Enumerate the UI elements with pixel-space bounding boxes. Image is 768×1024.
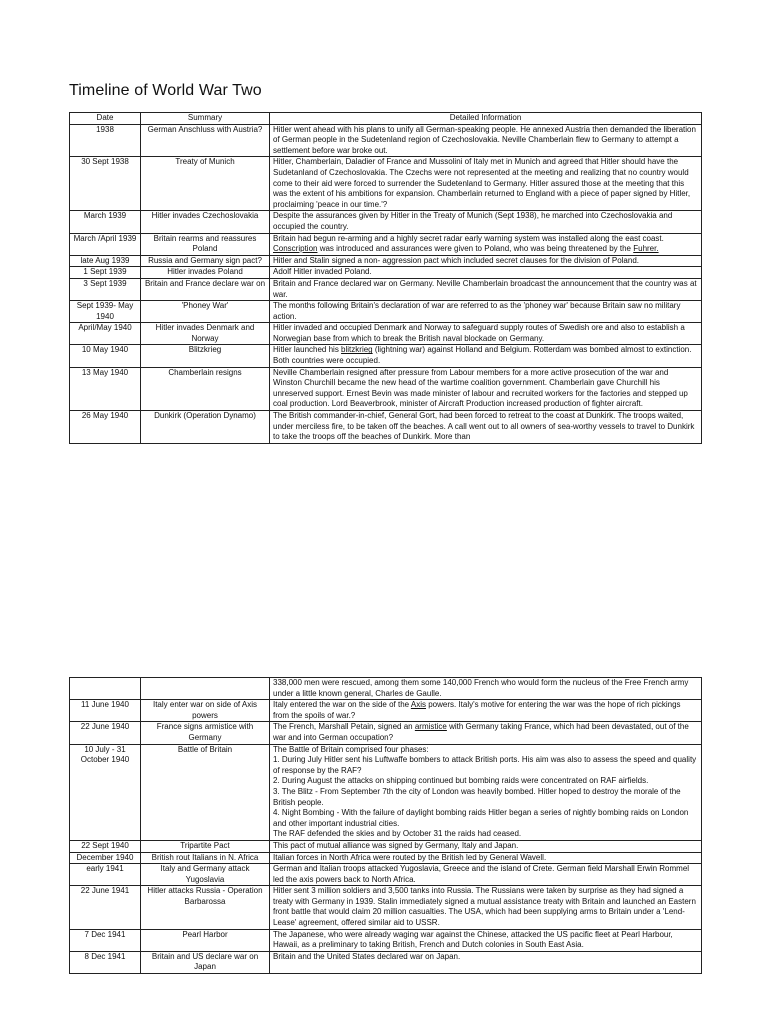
details-cell: Neville Chamberlain resigned after pressure from Labour members for a more active prosecution of the war and Winston Churchill became the new head of the wartime coalition government. Chamberlain gave Churchill his unreserved support. Ernest Bevin was made minister of labour and recruited workers for the factories and stepped up coal production. Lord Beaverbrook, minister of Aircraft Production increased production of fighter aircraft. (270, 367, 702, 410)
details-line: 1. During July Hitler sent his Luftwaffe bombers to attack British ports. His aim was also to assess the speed and quality of response by the RAF? (273, 755, 697, 775)
table-row (70, 744, 702, 840)
details-cell: Adolf Hitler invaded Poland. (270, 267, 702, 279)
axis-link[interactable]: Axis (410, 700, 426, 710)
date-cell: March 1939 (70, 211, 141, 233)
summary-cell: Hitler invades Denmark and Norway (141, 323, 270, 345)
date-cell: early 1941 (70, 864, 141, 886)
date-cell: 1 Sept 1939 (70, 267, 141, 279)
table-row (70, 411, 702, 444)
details-cell (270, 700, 702, 722)
table-row (70, 864, 702, 886)
details-text: with Germany taking France, which had been devastated, out of the war and into German occupation? (273, 722, 689, 742)
summary-cell: German Anschluss with Austria? (141, 124, 270, 157)
date-cell: 22 June 1940 (70, 722, 141, 744)
date-cell: 10 July - 31 October 1940 (70, 744, 141, 840)
details-cell: The British commander-in-chief, General Gort, had been forced to retreat to the coast at Dunkirk. The troops waited, under merciless fire, to be taken off the beaches. A call went out to all owners of sea-worthy vessels to travel to Dunkirk to take the troops off the beaches of Dunkirk. More than (270, 411, 702, 444)
date-cell: 22 June 1941 (70, 886, 141, 929)
summary-cell: Russia and Germany sign pact? (141, 255, 270, 267)
details-cell: Britain and France declared war on Germany. Neville Chamberlain broadcast the announcement that the country was at war. (270, 278, 702, 300)
details-column-header: Detailed Information (270, 113, 702, 125)
summary-cell: France signs armistice with Germany (141, 722, 270, 744)
summary-cell: Britain and France declare war on (141, 278, 270, 300)
date-cell: late Aug 1939 (70, 255, 141, 267)
details-text: Hitler launched his (273, 345, 342, 355)
date-cell: 11 June 1940 (70, 700, 141, 722)
table-row (70, 678, 702, 700)
details-cell: This pact of mutual alliance was signed by Germany, Italy and Japan. (270, 840, 702, 852)
details-line: 2. During August the attacks on shipping continued but bombing raids were concentrated on RAF airfields. (273, 776, 649, 786)
table-row (70, 211, 702, 233)
date-cell (70, 678, 141, 700)
date-column-header: Date (70, 113, 141, 125)
date-cell: 26 May 1940 (70, 411, 141, 444)
details-cell: Hitler sent 3 million soldiers and 3,500 tanks into Russia. The Russians were taken by surprise as they had signed a treaty with Germany in 1939. Stalin immediately signed a mutual assistance treaty with Britain and launched an Eastern front battle that would claim 20 million casualties. The USA, which had been supplying arms to Britain under a 'Lend-Lease' agreement, offered similar aid to USSR. (270, 886, 702, 929)
table-row (70, 951, 702, 973)
summary-cell (141, 678, 270, 700)
summary-cell: Dunkirk (Operation Dynamo) (141, 411, 270, 444)
summary-cell: Blitzkrieg (141, 345, 270, 367)
details-cell: The months following Britain's declaration of war are referred to as the 'phoney war' because Britain saw no military action. (270, 301, 702, 323)
details-line: The Battle of Britain comprised four phases: (273, 744, 429, 754)
timeline-table-page-2 (69, 677, 702, 974)
table-row (70, 255, 702, 267)
table-row (70, 722, 702, 744)
date-cell: 7 Dec 1941 (70, 929, 141, 951)
details-cell (270, 744, 702, 840)
details-cell: 338,000 men were rescued, among them some 140,000 French who would form the nucleus of the Free French army under a little known general, Charles de Gaulle. (270, 678, 702, 700)
table-row (70, 367, 702, 410)
table-row (70, 929, 702, 951)
details-text: powers. Italy's motive for entering the war was the hope of rich pickings from the spoils of war.? (273, 700, 681, 720)
date-cell: 22 Sept 1940 (70, 840, 141, 852)
summary-cell: Britain rearms and reassures Poland (141, 233, 270, 255)
table-row (70, 852, 702, 864)
table-row (70, 124, 702, 157)
details-cell: Hitler invaded and occupied Denmark and Norway to safeguard supply routes of Swedish ore and also to establish a Norwegian base from which to break the British naval blockade on Germany. (270, 323, 702, 345)
date-cell: 30 Sept 1938 (70, 157, 141, 211)
summary-cell: Treaty of Munich (141, 157, 270, 211)
summary-column-header: Summary (141, 113, 270, 125)
details-cell: Britain and the United States declared war on Japan. (270, 951, 702, 973)
summary-cell: Hitler attacks Russia - Operation Barbarossa (141, 886, 270, 929)
summary-cell: Battle of Britain (141, 744, 270, 840)
details-text: Italy entered the war on the side of the (273, 700, 411, 710)
summary-cell: Pearl Harbor (141, 929, 270, 951)
details-cell (270, 233, 702, 255)
date-cell: Sept 1939- May 1940 (70, 301, 141, 323)
details-line: 3. The Blitz - From September 7th the city of London was heavily bombed. Hitler hoped to destroy the morale of the British people. (273, 786, 681, 807)
date-cell: March /April 1939 (70, 233, 141, 255)
details-cell: The Japanese, who were already waging war against the Chinese, attacked the US pacific fleet at Pearl Harbour, Hawaii, as a preliminary to taking British, French and Dutch colonies in South East Asia. (270, 929, 702, 951)
summary-cell: Hitler invades Czechoslovakia (141, 211, 270, 233)
table-row (70, 840, 702, 852)
date-cell: 3 Sept 1939 (70, 278, 141, 300)
details-text: (lightning war) against Holland and Belgium. Rotterdam was bombed almost to extinction. Both countries were occupied. (273, 345, 692, 366)
details-cell: German and Italian troops attacked Yugoslavia, Greece and the island of Crete. German field Marshall Erwin Rommel led the axis powers back to North Africa. (270, 864, 702, 886)
timeline-table-page-1 (69, 112, 702, 444)
summary-cell: 'Phoney War' (141, 301, 270, 323)
armistice-link[interactable]: armistice (414, 722, 447, 732)
summary-cell: Italy enter war on side of Axis powers (141, 700, 270, 722)
fuhrer-link[interactable]: Fuhrer. (633, 244, 659, 254)
table-row (70, 886, 702, 929)
details-cell: Hitler and Stalin signed a non- aggression pact which included secret clauses for the division of Poland. (270, 255, 702, 267)
table-row (70, 278, 702, 300)
date-cell: April/May 1940 (70, 323, 141, 345)
details-line: The RAF defended the skies and by October 31 the raids had ceased. (273, 829, 522, 839)
table-row (70, 157, 702, 211)
details-cell: Despite the assurances given by Hitler in the Treaty of Munich (Sept 1938), he marched into Czechoslovakia and occupied the country. (270, 211, 702, 233)
table-row (70, 301, 702, 323)
conscription-link[interactable]: Conscription (273, 244, 318, 254)
details-line: 4. Night Bombing - With the failure of daylight bombing raids Hitler began a series of nightly bombing raids on London and other important industrial cities. (273, 808, 689, 828)
date-cell: 1938 (70, 124, 141, 157)
table-row (70, 700, 702, 722)
table-row (70, 345, 702, 367)
details-text: Britain had begun re-arming and a highly secret radar early warning system was installed along the east coast. (273, 233, 664, 243)
summary-cell: Italy and Germany attack Yugoslavia (141, 864, 270, 886)
details-cell (270, 722, 702, 744)
date-cell: 8 Dec 1941 (70, 951, 141, 973)
summary-cell: Hitler invades Poland (141, 267, 270, 279)
table-row (70, 233, 702, 255)
date-cell: December 1940 (70, 852, 141, 864)
date-cell: 10 May 1940 (70, 345, 141, 367)
details-cell: Italian forces in North Africa were routed by the British led by General Wavell. (270, 852, 702, 864)
blitzkrieg-link[interactable]: blitzkrieg (341, 345, 373, 355)
table-row (70, 323, 702, 345)
date-cell: 13 May 1940 (70, 367, 141, 410)
details-cell: Hitler, Chamberlain, Daladier of France and Mussolini of Italy met in Munich and agreed that Hitler should have the Sudetanland of Czechoslovakia. The Czechs were not represented at the meeting and realizing that no country would come to their aid were forced to surrender the Sudetenland to Germany. Hitler assured those at the meeting that this was the extent of his ambitions for expansion. Chamberlain returned to England with a piece of paper signed by Hitler, proclaiming 'peace in our time.'? (270, 157, 702, 211)
summary-cell: Britain and US declare war on Japan (141, 951, 270, 973)
page-title: Timeline of World War Two (69, 82, 262, 99)
table-header-row (70, 113, 702, 125)
details-cell (270, 345, 702, 367)
summary-cell: British rout Italians in N. Africa (141, 852, 270, 864)
table-row (70, 267, 702, 279)
details-text: was introduced and assurances were given to Poland, who was being threatened by the (317, 244, 634, 254)
details-text: The French, Marshall Petain, signed an (273, 722, 415, 732)
summary-cell: Chamberlain resigns (141, 367, 270, 410)
summary-cell: Tripartite Pact (141, 840, 270, 852)
details-cell: Hitler went ahead with his plans to unify all German-speaking people. He annexed Austria then demanded the liberation of German people in the Sudetenland region of Czechoslovakia. Neville Chamberlain flew to Germany to attempt a settlement before war broke out. (270, 124, 702, 157)
